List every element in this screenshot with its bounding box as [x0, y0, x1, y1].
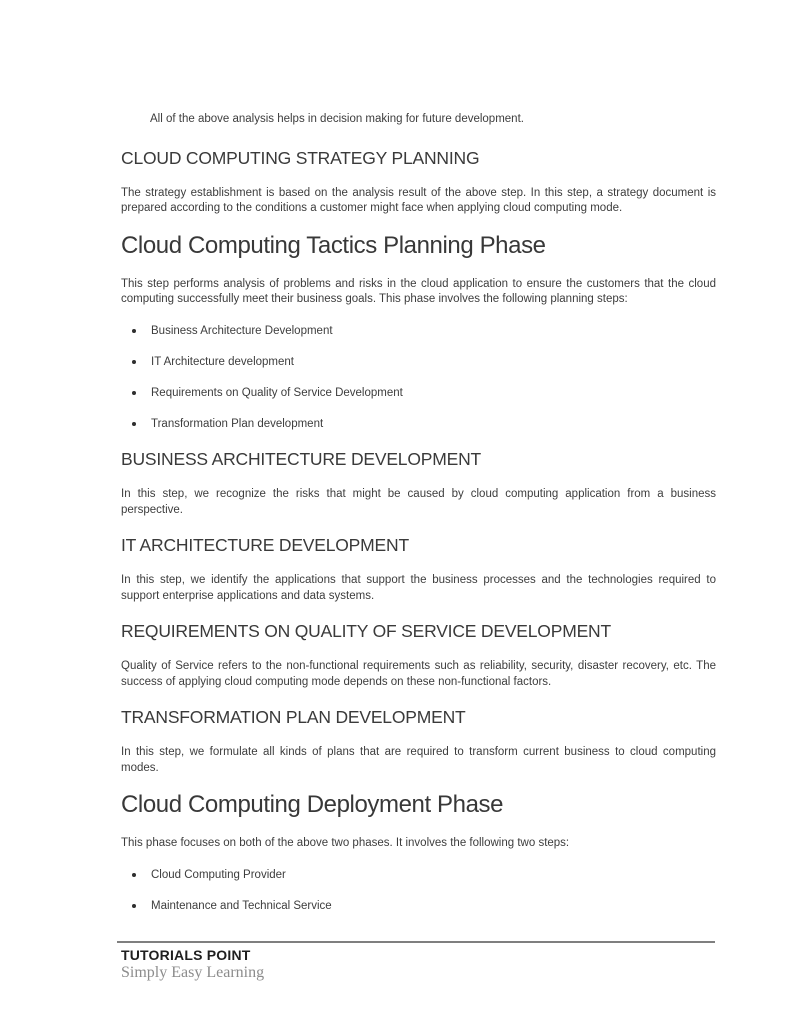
section-heading-strategy-planning: CLOUD COMPUTING STRATEGY PLANNING	[121, 147, 480, 168]
page-content	[121, 112, 716, 914]
intro-paragraph: All of the above analysis helps in decision making for future development.	[150, 113, 524, 125]
list-item	[121, 386, 716, 402]
bullet-icon	[132, 422, 136, 426]
list-item-label: IT Architecture development	[151, 355, 294, 368]
bullet-icon	[132, 904, 136, 908]
list-item-label: Requirements on Quality of Service Development	[151, 386, 403, 399]
list-item	[121, 417, 716, 433]
paragraph-strategy-planning: The strategy establishment is based on the analysis result of the above step. In this step, a strategy document is prepared according to the conditions a customer might face when applying cloud computing mode.	[121, 186, 716, 214]
bullet-icon	[132, 360, 136, 364]
list-item	[121, 324, 716, 340]
paragraph-deployment-phase: This phase focuses on both of the above two phases. It involves the following two steps:	[121, 837, 570, 849]
paragraph-qos-requirements: Quality of Service refers to the non-functional requirements such as reliability, security, disaster recovery, etc. The success of applying cloud computing mode depends on these non-functional factors.	[121, 660, 716, 688]
bullet-list-deployment-steps	[121, 868, 716, 915]
list-item	[121, 868, 716, 884]
page-footer	[117, 941, 715, 982]
footer-tagline: Simply Easy Learning	[121, 964, 265, 981]
list-item-label: Business Architecture Development	[151, 324, 333, 337]
section-heading-business-architecture: BUSINESS ARCHITECTURE DEVELOPMENT	[121, 449, 481, 469]
section-heading-qos-requirements: REQUIREMENTS ON QUALITY OF SERVICE DEVELOPMENT	[121, 621, 611, 641]
paragraph-transformation-plan: In this step, we formulate all kinds of plans that are required to transform current business to cloud computing modes.	[121, 746, 716, 774]
section-heading-it-architecture: IT ARCHITECTURE DEVELOPMENT	[121, 535, 409, 555]
footer-divider	[117, 941, 715, 943]
chapter-heading-tactics-planning: Cloud Computing Tactics Planning Phase	[121, 231, 546, 259]
chapter-heading-deployment-phase: Cloud Computing Deployment Phase	[121, 791, 504, 818]
footer-brand: TUTORIALS POINT	[121, 947, 251, 963]
bullet-list-planning-steps	[121, 324, 716, 433]
paragraph-it-architecture: In this step, we identify the applications that support the business processes and the technologies required to support enterprise applications and data systems.	[121, 574, 716, 602]
bullet-icon	[132, 873, 136, 877]
paragraph-tactics-planning: This step performs analysis of problems and risks in the cloud application to ensure the customers that the cloud computing successfully meet their business goals. This phase involves the following planning steps:	[121, 277, 716, 305]
list-item-label: Cloud Computing Provider	[151, 868, 286, 881]
list-item-label: Transformation Plan development	[151, 417, 324, 430]
bullet-icon	[132, 329, 136, 333]
list-item-label: Maintenance and Technical Service	[151, 899, 332, 912]
list-item	[121, 355, 716, 371]
bullet-icon	[132, 391, 136, 395]
section-heading-transformation-plan: TRANSFORMATION PLAN DEVELOPMENT	[121, 707, 466, 727]
paragraph-business-architecture: In this step, we recognize the risks that might be caused by cloud computing application from a business perspective.	[121, 488, 716, 516]
list-item	[121, 899, 716, 915]
